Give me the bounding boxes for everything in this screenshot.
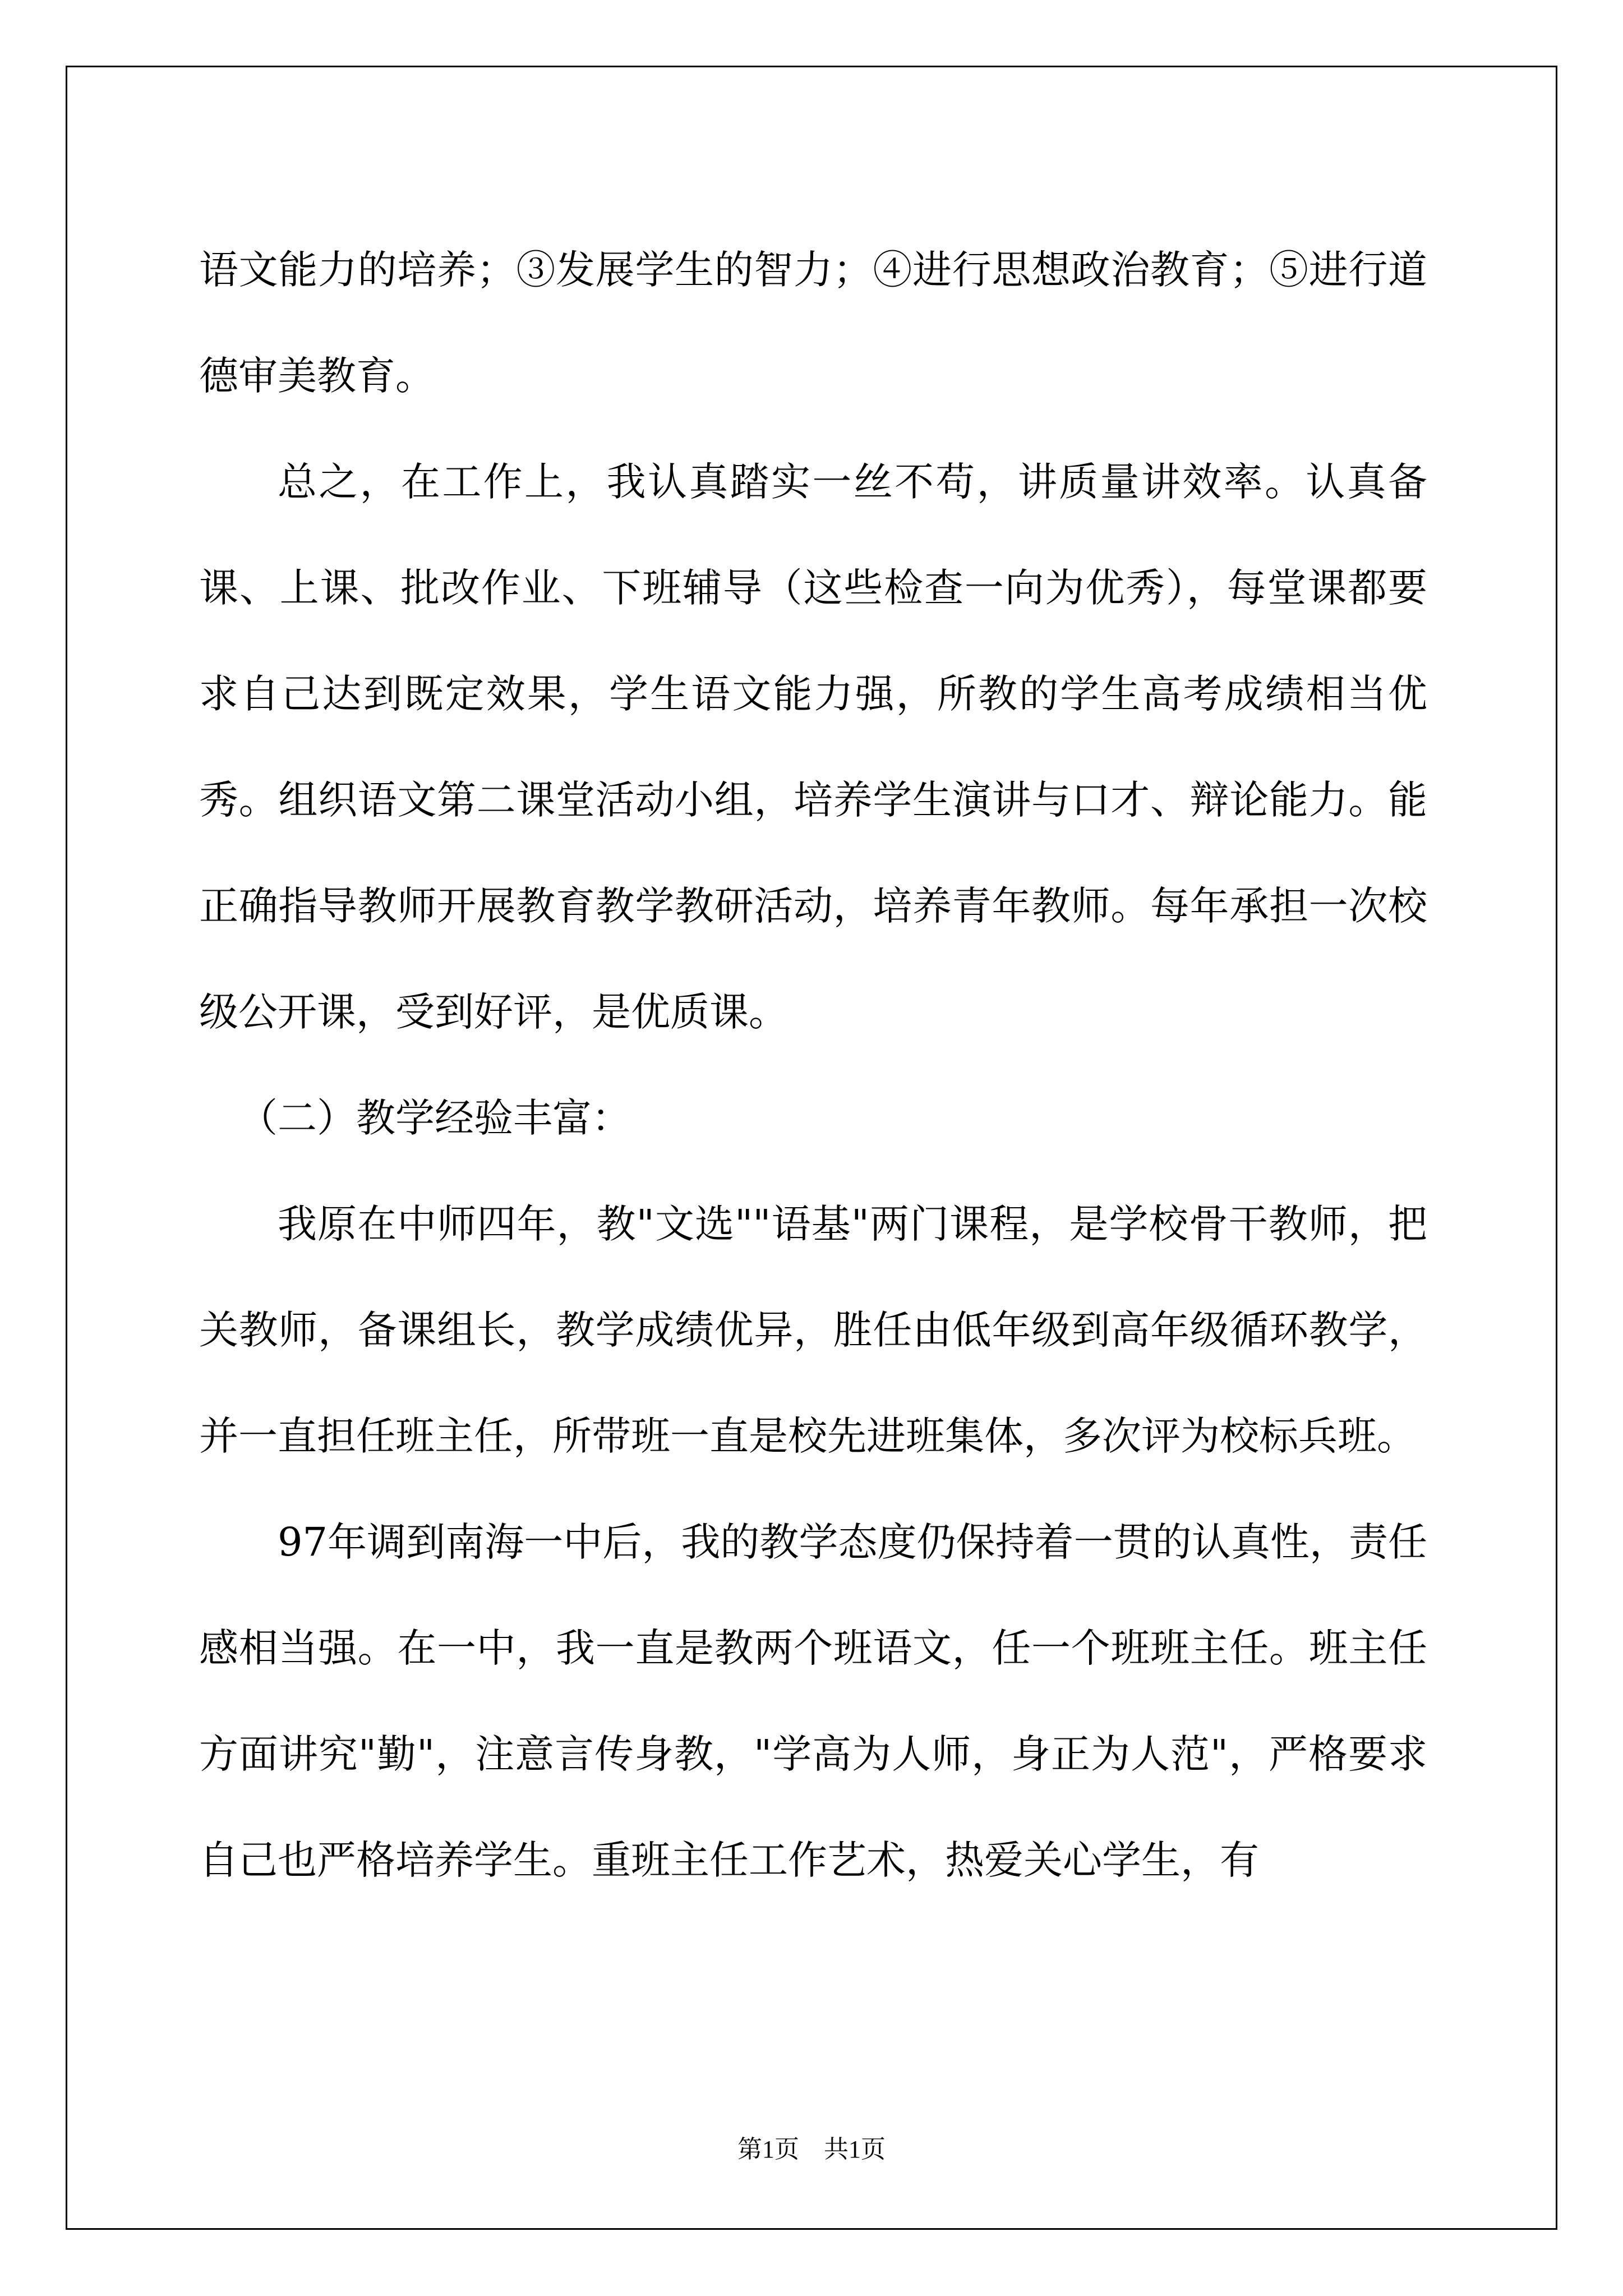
- paragraph-summary: 总之，在工作上，我认真踏实一丝不苟，讲质量讲效率。认真备课、上课、批改作业、下班辅导（这些检查一向为优秀），每堂课都要求自己达到既定效果，学生语文能力强，所教的学生高考成绩相当优秀。组织语文第二课堂活动小组，培养学生演讲与口才、辩论能力。能正确指导教师开展教育教学教研活动，培养青年教师。每年承担一次校级公开课，受到好评，是优质课。: [199, 459, 1427, 1035]
- document-body: [199, 217, 1427, 1913]
- page-number-footer: 第1页 共1页: [737, 2136, 886, 2163]
- paragraph-teaching-experience: 我原在中师四年，教"文选""语基"两门课程，是学校骨干教师，把关教师，备课组长，教学成绩优异，胜任由低年级到高年级循环教学，并一直担任班主任，所带班一直是校先进班集体，多次评为校标兵班。: [199, 1201, 1427, 1459]
- section-heading: （二）教学经验丰富：: [238, 1095, 631, 1141]
- paragraph-continuation: 语文能力的培养；③发展学生的智力；④进行思想政治教育；⑤进行道德审美教育。: [199, 247, 1427, 399]
- paragraph-nanhai-school: 97年调到南海一中后，我的教学态度仍保持着一贯的认真性，责任感相当强。在一中，我一直是教两个班语文，任一个班班主任。班主任方面讲究"勤"，注意言传身教，"学高为人师，身正为人范"，严格要求自己也严格培养学生。重班主任工作艺术，热爱关心学生，有: [199, 1519, 1427, 1883]
